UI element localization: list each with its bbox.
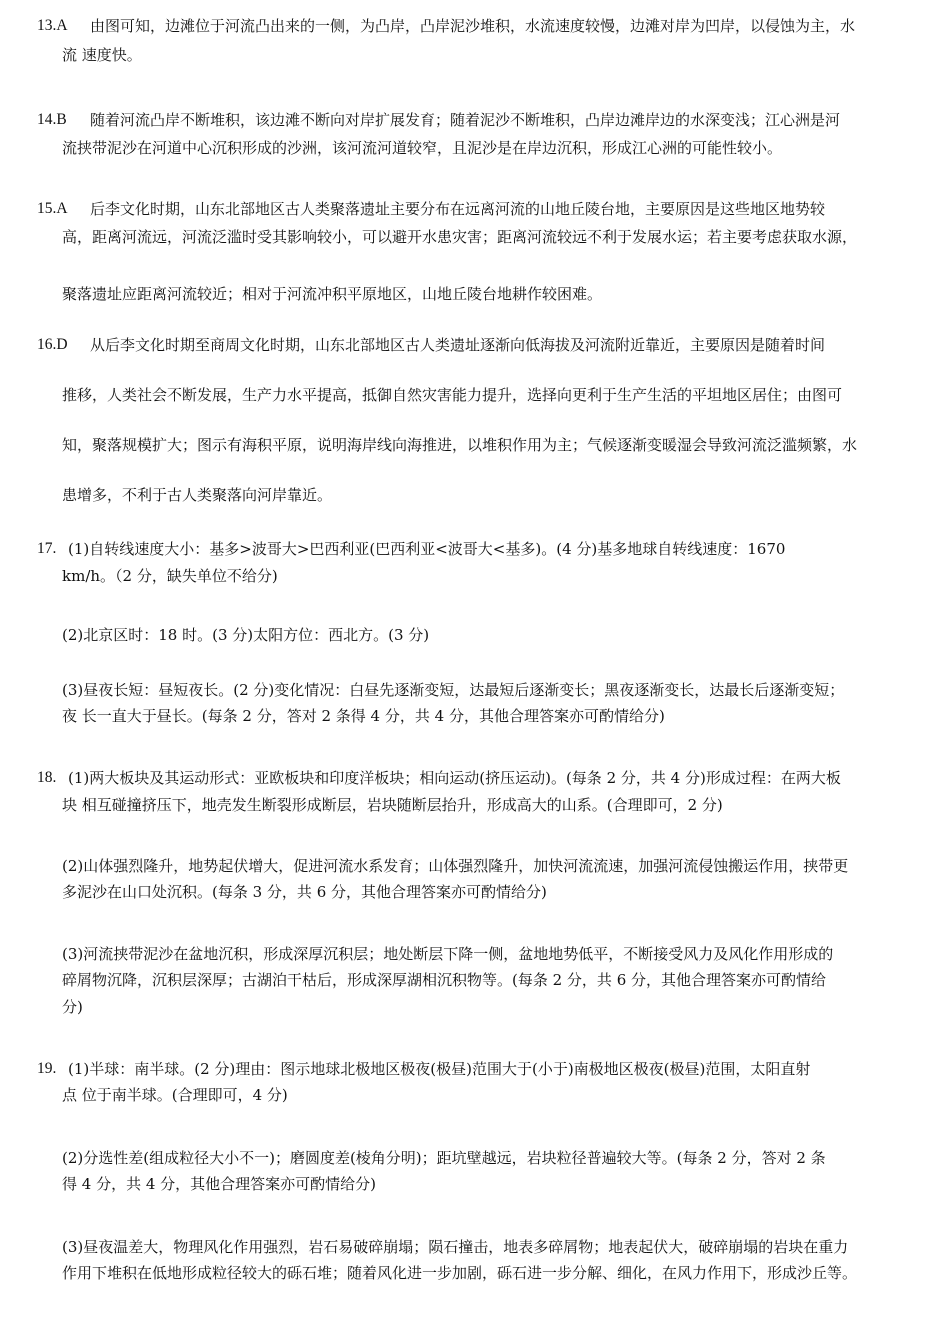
answer-text: 由图可知，边滩位于河流凸出来的一侧，为凸岸，凸岸泥沙堆积，水流速度较慢，边滩对岸为凹岸，以侵蚀为主，水	[90, 17, 856, 35]
answer-text: 流挟带泥沙在河道中心沉积形成的沙洲，该河流河道较窄，且泥沙是在岸边沉积，形成江心洲的可能性较小。	[62, 139, 783, 157]
answer-text: 分)	[62, 998, 83, 1016]
question-number: 16.D	[37, 336, 68, 353]
question-number: 15.A	[37, 200, 68, 217]
answer-text: (1)两大板块及其运动形式：亚欧板块和印度洋板块；相向运动(挤压运动)。(每条 2 分，共 4 分)形成过程：在两大板	[68, 769, 841, 787]
answer-text: 碎屑物沉降，沉积层深厚；古湖泊干枯后，形成深厚湖相沉积物等。(每条 2 分，共 6 分，其他合理答案亦可酌情给	[62, 971, 827, 989]
question-number: 14.B	[37, 111, 67, 128]
answer-text: 随着河流凸岸不断堆积，该边滩不断向对岸扩展发育；随着泥沙不断堆积，凸岸边滩岸边的水深变浅；江心洲是河	[90, 111, 841, 129]
answer-text: 多泥沙在山口处沉积。(每条 3 分，共 6 分，其他合理答案亦可酌情给分)	[62, 883, 547, 901]
question-number: 17.	[37, 540, 57, 557]
answer-text: 聚落遗址应距离河流较近；相对于河流冲积平原地区，山地丘陵台地耕作较困难。	[62, 285, 603, 303]
answer-text: 点 位于南半球。(合理即可，4 分)	[62, 1086, 288, 1104]
answer-text: 得 4 分，共 4 分，其他合理答案亦可酌情给分)	[62, 1175, 377, 1193]
answer-text: 后李文化时期，山东北部地区古人类聚落遗址主要分布在远离河流的山地丘陵台地，主要原因是这些地区地势较	[90, 200, 826, 218]
answer-text: 从后李文化时期至商周文化时期，山东北部地区古人类遗址逐渐向低海拔及河流附近靠近，主要原因是随着时间	[90, 336, 826, 354]
answer-text: 块 相互碰撞挤压下，地壳发生断裂形成断层，岩块随断层抬升，形成高大的山系。(合理即可，2 分)	[62, 796, 723, 814]
question-number: 18.	[37, 769, 57, 786]
answer-text: (1)自转线速度大小：基多>波哥大>巴西利亚(巴西利亚<波哥大<基多)。(4 分)基多地球自转线速度：1670	[68, 540, 786, 558]
answer-text: (3)昼夜长短：昼短夜长。(2 分)变化情况：白昼先逐渐变短，达最短后逐渐变长；黑夜逐渐变长，达最长后逐渐变短；	[62, 681, 845, 699]
question-number: 13.A	[37, 17, 68, 34]
answer-text: (3)河流挟带泥沙在盆地沉积，形成深厚沉积层；地处断层下降一侧，盆地地势低平，不断接受风力及风化作用形成的	[62, 945, 834, 963]
answer-text: 高，距离河流远，河流泛滥时受其影响较小，可以避开水患灾害；距离河流较远不利于发展水运；若主要考虑获取水源，	[62, 228, 858, 246]
answer-text: (2)北京区时：18 时。(3 分)太阳方位：西北方。(3 分)	[62, 626, 430, 644]
question-number: 19.	[37, 1060, 57, 1077]
answer-text: 流 速度快。	[62, 46, 142, 64]
answer-text: 患增多，不利于古人类聚落向河岸靠近。	[62, 486, 333, 504]
answer-text: (3)昼夜温差大，物理风化作用强烈，岩石易破碎崩塌；陨石撞击，地表多碎屑物；地表起伏大，破碎崩塌的岩块在重力	[62, 1238, 849, 1256]
answer-text: (2)山体强烈隆升，地势起伏增大，促进河流水系发育；山体强烈隆升，加快河流流速，加强河流侵蚀搬运作用，挟带更	[62, 857, 849, 875]
answer-text: 知，聚落规模扩大；图示有海积平原，说明海岸线向海推进，以堆积作用为主；气候逐渐变暖湿会导致河流泛滥频繁，水	[62, 436, 858, 454]
answer-text: 推移，人类社会不断发展，生产力水平提高，抵御自然灾害能力提升，选择向更利于生产生活的平坦地区居住；由图可	[62, 386, 843, 404]
answer-text: 夜 长一直大于昼长。(每条 2 分，答对 2 条得 4 分，共 4 分，其他合理答案亦可酌情给分)	[62, 707, 665, 725]
answer-text: (2)分选性差(组成粒径大小不一)；磨圆度差(棱角分明)；距坑壁越远，岩块粒径普遍较大等。(每条 2 分，答对 2 条	[62, 1149, 826, 1167]
answer-text: 作用下堆积在低地形成粒径较大的砾石堆；随着风化进一步加剧，砾石进一步分解、细化，在风力作用下，形成沙丘等。	[62, 1264, 858, 1282]
answer-text: (1)半球：南半球。(2 分)理由：图示地球北极地区极夜(极昼)范围大于(小于)南极地区极夜(极昼)范围，太阳直射	[68, 1060, 811, 1078]
answer-text: km/h。（2 分，缺失单位不给分)	[62, 567, 278, 585]
